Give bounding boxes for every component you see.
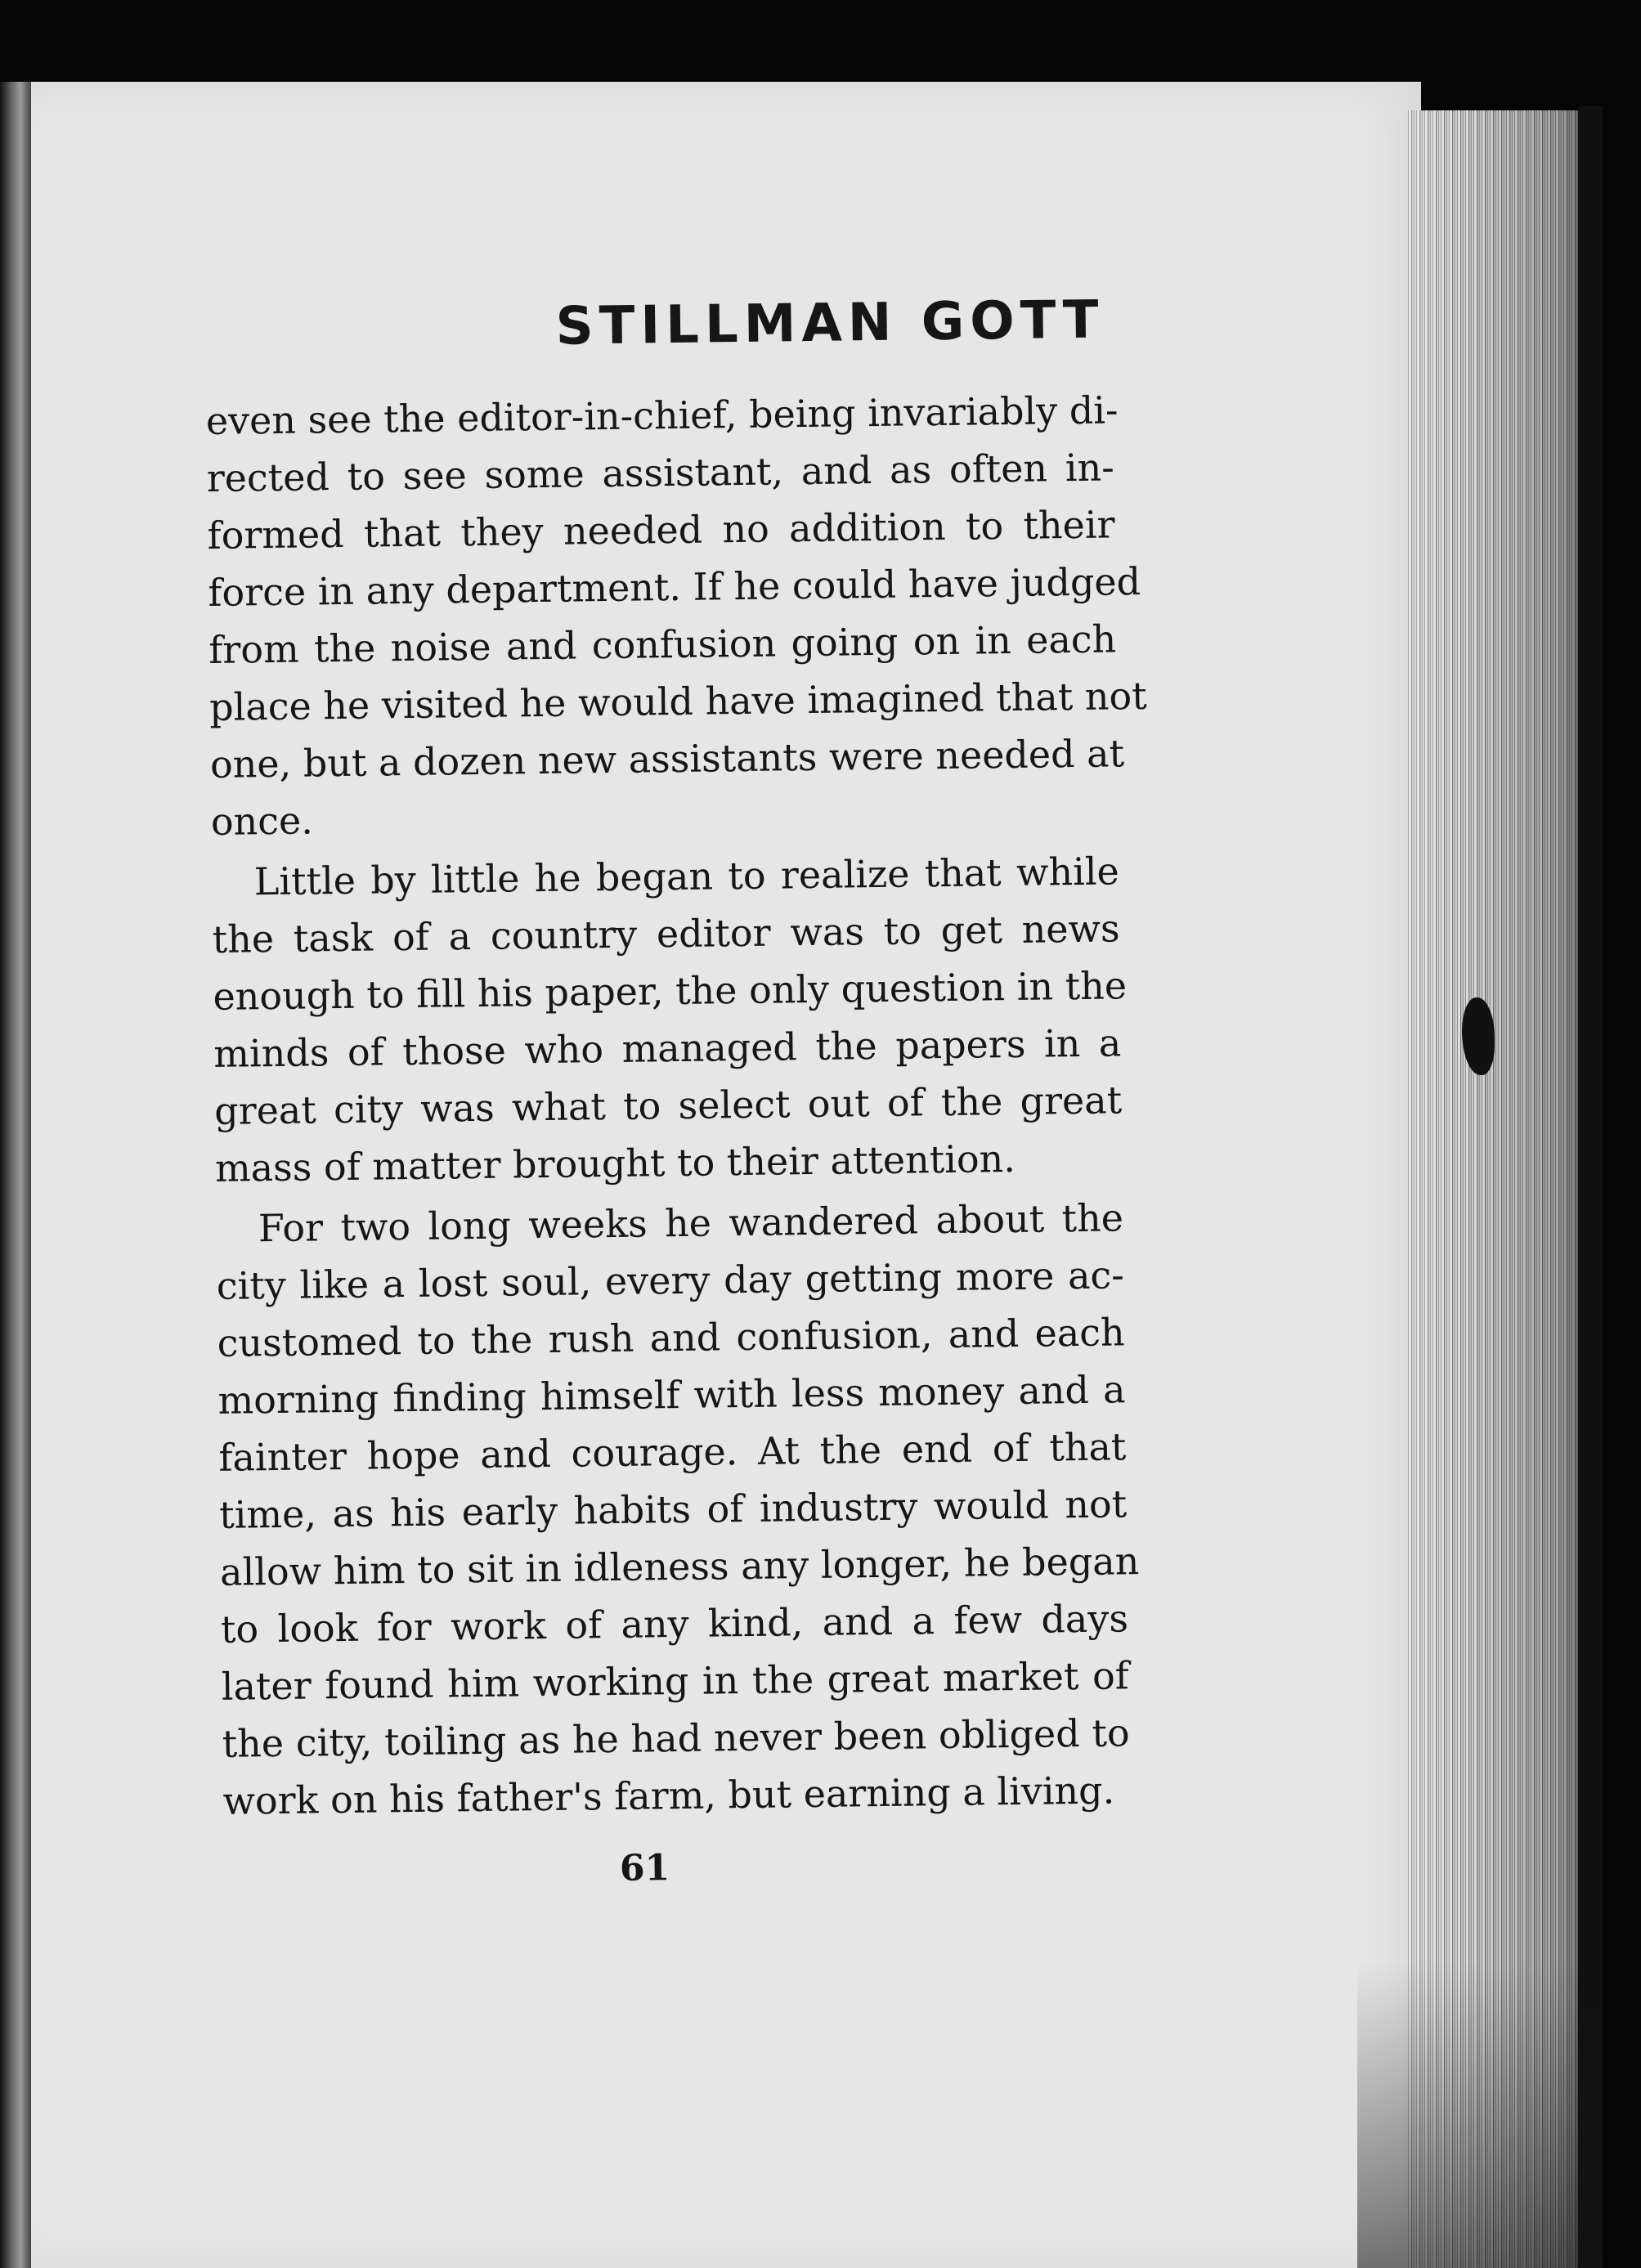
text-line: place he visited he would have imagined that not bbox=[208, 673, 1147, 729]
text-line: later found him working in the great market of bbox=[221, 1653, 1130, 1709]
text-line: the city, toiling as he had never been obliged to bbox=[222, 1710, 1130, 1766]
text-line: fainter hope and courage. At the end of that bbox=[218, 1424, 1127, 1480]
text-line: city like a lost soul, every day getting more ac- bbox=[216, 1253, 1125, 1308]
page-number: 61 bbox=[619, 1847, 670, 1889]
text-line: work on his father's farm, but earning a living. bbox=[222, 1768, 1115, 1823]
text-line: morning finding himself with less money and a bbox=[217, 1367, 1126, 1423]
text-line: force in any department. If he could have judged bbox=[208, 559, 1141, 615]
text-line: rected to see some assistant, and as often in- bbox=[206, 445, 1114, 500]
running-head: STILLMAN GOTT bbox=[555, 289, 1105, 357]
paragraph-2 bbox=[211, 842, 1128, 1197]
text-line: the task of a country editor was to get news bbox=[212, 906, 1120, 961]
text-line: customed to the rush and confusion, and each bbox=[217, 1310, 1125, 1365]
text-line: mass of matter brought to their attention. bbox=[214, 1136, 1016, 1190]
fore-edge-bottom-shadow bbox=[1357, 1962, 1603, 2268]
text-line: enough to fill his paper, the only question in the bbox=[213, 963, 1128, 1019]
text-line: from the noise and confusion going on in each bbox=[208, 616, 1117, 672]
text-line: time, as his early habits of industry would not bbox=[218, 1481, 1128, 1537]
fore-edge-shading bbox=[1406, 110, 1594, 2268]
text-line: to look for work of any kind, and a few days bbox=[220, 1596, 1129, 1652]
text-line: formed that they needed no addition to their bbox=[207, 502, 1115, 558]
text-line: Little by little he began to realize that while bbox=[253, 849, 1120, 904]
text-line: great city was what to select out of the great bbox=[213, 1078, 1123, 1133]
text-block bbox=[204, 283, 1147, 1894]
text-line: one, but a dozen new assistants were needed at bbox=[209, 731, 1125, 787]
text-line: even see the editor-in-chief, being invariably di- bbox=[205, 388, 1119, 443]
paragraph-3 bbox=[216, 1189, 1140, 1830]
left-page-edge bbox=[0, 82, 34, 2268]
text-line: minds of those who managed the papers in a bbox=[213, 1020, 1122, 1076]
paragraph-1 bbox=[205, 381, 1147, 850]
text-line: once. bbox=[210, 798, 314, 844]
fore-edge-shadow bbox=[1578, 106, 1603, 2268]
text-line: For two long weeks he wandered about the bbox=[258, 1195, 1124, 1251]
text-line: allow him to sit in idleness any longer, he began bbox=[219, 1539, 1140, 1594]
